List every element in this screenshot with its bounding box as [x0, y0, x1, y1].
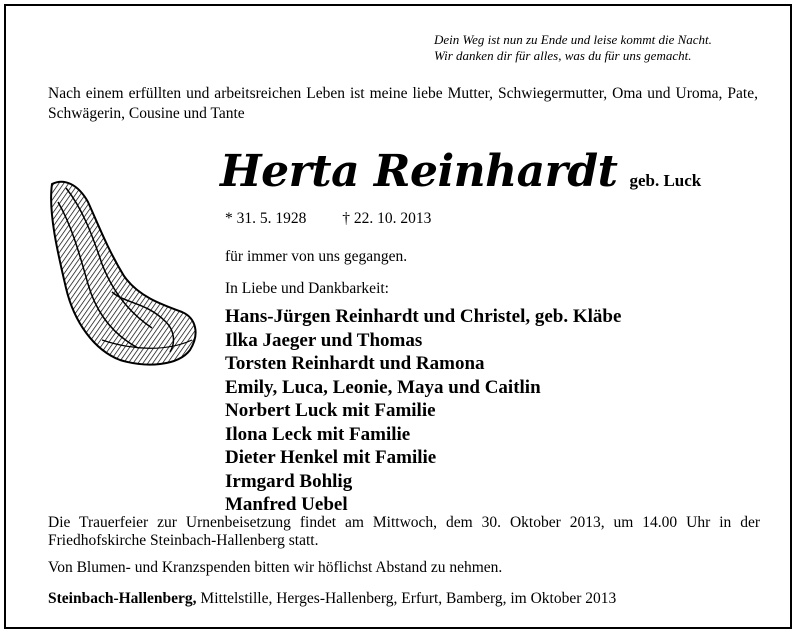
mourner-entry: Torsten Reinhardt und Ramona	[225, 353, 485, 374]
mourner-entry: Ilka Jaeger und Thomas	[225, 329, 423, 351]
mourner-entry: Hans-Jürgen Reinhardt und Christel, geb. Kläbe	[225, 306, 622, 327]
death-date: † 22. 10. 2013	[342, 210, 432, 227]
maiden-name: geb. Luck	[629, 171, 702, 190]
mourner-entry: Dieter Henkel mit Familie	[225, 447, 437, 468]
closing-line	[48, 590, 616, 608]
flowers-request: Von Blumen- und Kranzspenden bitten wir höflichst Abstand zu nehmen.	[48, 559, 503, 576]
mourners-list	[225, 305, 621, 517]
mourner-entry: Ilona Leck mit Familie	[225, 423, 411, 445]
deceased-heading	[220, 146, 701, 197]
mourner-entry: Manfred Uebel	[225, 494, 348, 515]
mourner-entry: Irmgard Bohlig	[225, 470, 353, 492]
closing-place: Steinbach-Hallenberg,	[48, 590, 197, 607]
closing-rest: Mittelstille, Herges-Hallenberg, Erfurt, Bamberg, im Oktober 2013	[196, 590, 617, 607]
deceased-name: Herta Reinhardt	[220, 146, 618, 197]
life-dates	[225, 210, 463, 228]
mourner-entry: Emily, Luca, Leonie, Maya und Caitlin	[225, 376, 541, 398]
motto-line-2: Wir danken dir für alles, was du für uns gemacht.	[434, 48, 692, 63]
obituary-notice	[4, 4, 792, 629]
mourner-entry: Norbert Luck mit Familie	[225, 400, 436, 421]
funeral-info: Die Trauerfeier zur Urnenbeisetzung findet am Mittwoch, dem 30. Oktober 2013, um 14.00 Uhr in der Friedhofskirche Steinbach-Hallenberg statt.	[48, 514, 760, 549]
thanks-text: In Liebe und Dankbarkeit:	[225, 280, 389, 297]
intro-text: Nach einem erfüllten und arbeitsreichen Leben ist meine liebe Mutter, Schwiegermutter, Oma und Uroma, Pate, Schwägerin, Cousine und Tante	[48, 85, 758, 122]
praying-hands-icon	[42, 172, 202, 372]
passing-text: für immer von uns gegangen.	[225, 248, 408, 265]
birth-date: * 31. 5. 1928	[225, 210, 307, 227]
motto-line-1: Dein Weg ist nun zu Ende und leise kommt die Nacht.	[434, 32, 712, 47]
motto-verse	[434, 32, 764, 64]
